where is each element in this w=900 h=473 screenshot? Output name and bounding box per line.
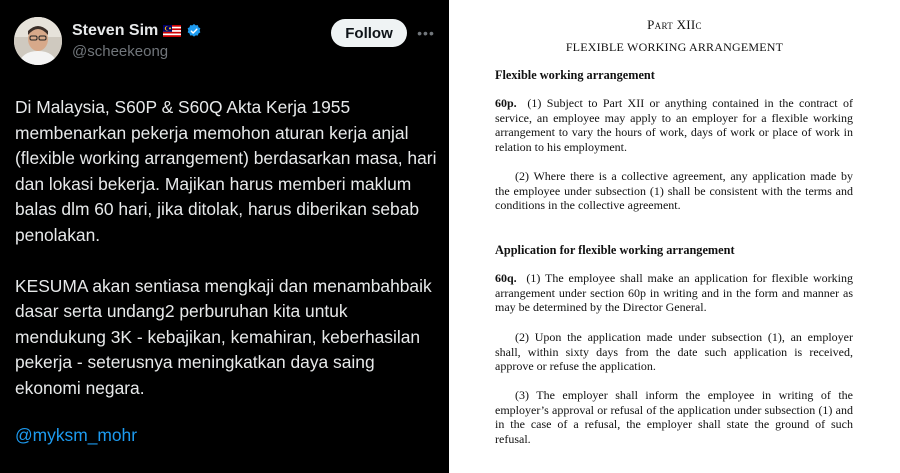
section-60p-paragraph-1 <box>495 96 853 154</box>
section-60q-paragraph-1 <box>495 271 853 315</box>
section-60q-text-1: (1) The employee shall make an application for flexible working arrangement under section 60p in writing and in the form and manner as may be determined by the Director General. <box>495 271 854 315</box>
tweet-paragraph-1: Di Malaysia, S60P & S60Q Akta Kerja 1955 membenarkan pekerja memohon aturan kerja anjal (flexible working arrangement) berdasarkan masa, hari dan lokasi bekerja. Majikan harus memberi maklum balas dlm 60 hari, jika ditolak, harus diberikan sebab penolakan. <box>15 97 437 245</box>
section-60p-paragraph-2 <box>495 169 853 213</box>
section-60p-number: 60p. <box>495 96 517 110</box>
tweet-text <box>15 95 440 401</box>
section-60q-text-3: (3) The employer shall inform the employee in writing of the employer’s approval or refusal of the application under subsection (1) and in the case of a refusal, the employer shall state the ground of such refusal. <box>495 388 853 446</box>
author-handle[interactable]: @scheekeong <box>72 43 169 60</box>
malaysia-flag-icon <box>163 25 181 37</box>
section-60q-paragraph-2 <box>495 330 853 374</box>
section-60p-text-1: (1) Subject to Part XII or anything contained in the contract of service, an employee may apply to an employer for a flexible working arrangement to vary the hours of work, days of work or place of work in relation to his employment. <box>495 96 854 154</box>
legal-document <box>449 0 900 473</box>
author-name[interactable]: Steven Sim <box>72 22 159 39</box>
follow-button[interactable]: Follow <box>331 19 407 47</box>
part-heading: FLEXIBLE WORKING ARRANGEMENT <box>565 40 784 54</box>
section-60q-paragraph-3 <box>495 388 853 446</box>
section-60p-text-2: (2) Where there is a collective agreement, any application made by the employee under subsection (1) shall be consistent with the terms and conditions in the collective agreement. <box>495 169 853 213</box>
section-60q-title: Application for flexible working arrangement <box>495 243 735 257</box>
section-60p-title: Flexible working arrangement <box>495 68 655 82</box>
tweet-card <box>0 0 449 473</box>
part-title: Part XIIc <box>647 17 702 32</box>
section-60q-text-2: (2) Upon the application made under subsection (1), an employer shall, within sixty days from the date such application is received, approve or refuse the application. <box>495 330 853 374</box>
avatar-image <box>14 17 62 65</box>
avatar[interactable] <box>14 17 62 65</box>
mention-link[interactable]: @myksm_mohr <box>15 425 138 445</box>
author-name-row[interactable] <box>72 22 202 40</box>
section-60q-number: 60q. <box>495 271 517 285</box>
tweet-paragraph-2: KESUMA akan sentiasa mengkaji dan menambahbaik dasar serta undang2 perburuhan kita untuk mendukung 3K - kebajikan, kemahiran, keberhasilan pekerja - seterusnya meningkatkan daya saing ekonomi negara. <box>15 275 432 398</box>
verified-badge-icon <box>186 23 202 39</box>
more-horizontal-icon[interactable]: ••• <box>417 25 435 41</box>
